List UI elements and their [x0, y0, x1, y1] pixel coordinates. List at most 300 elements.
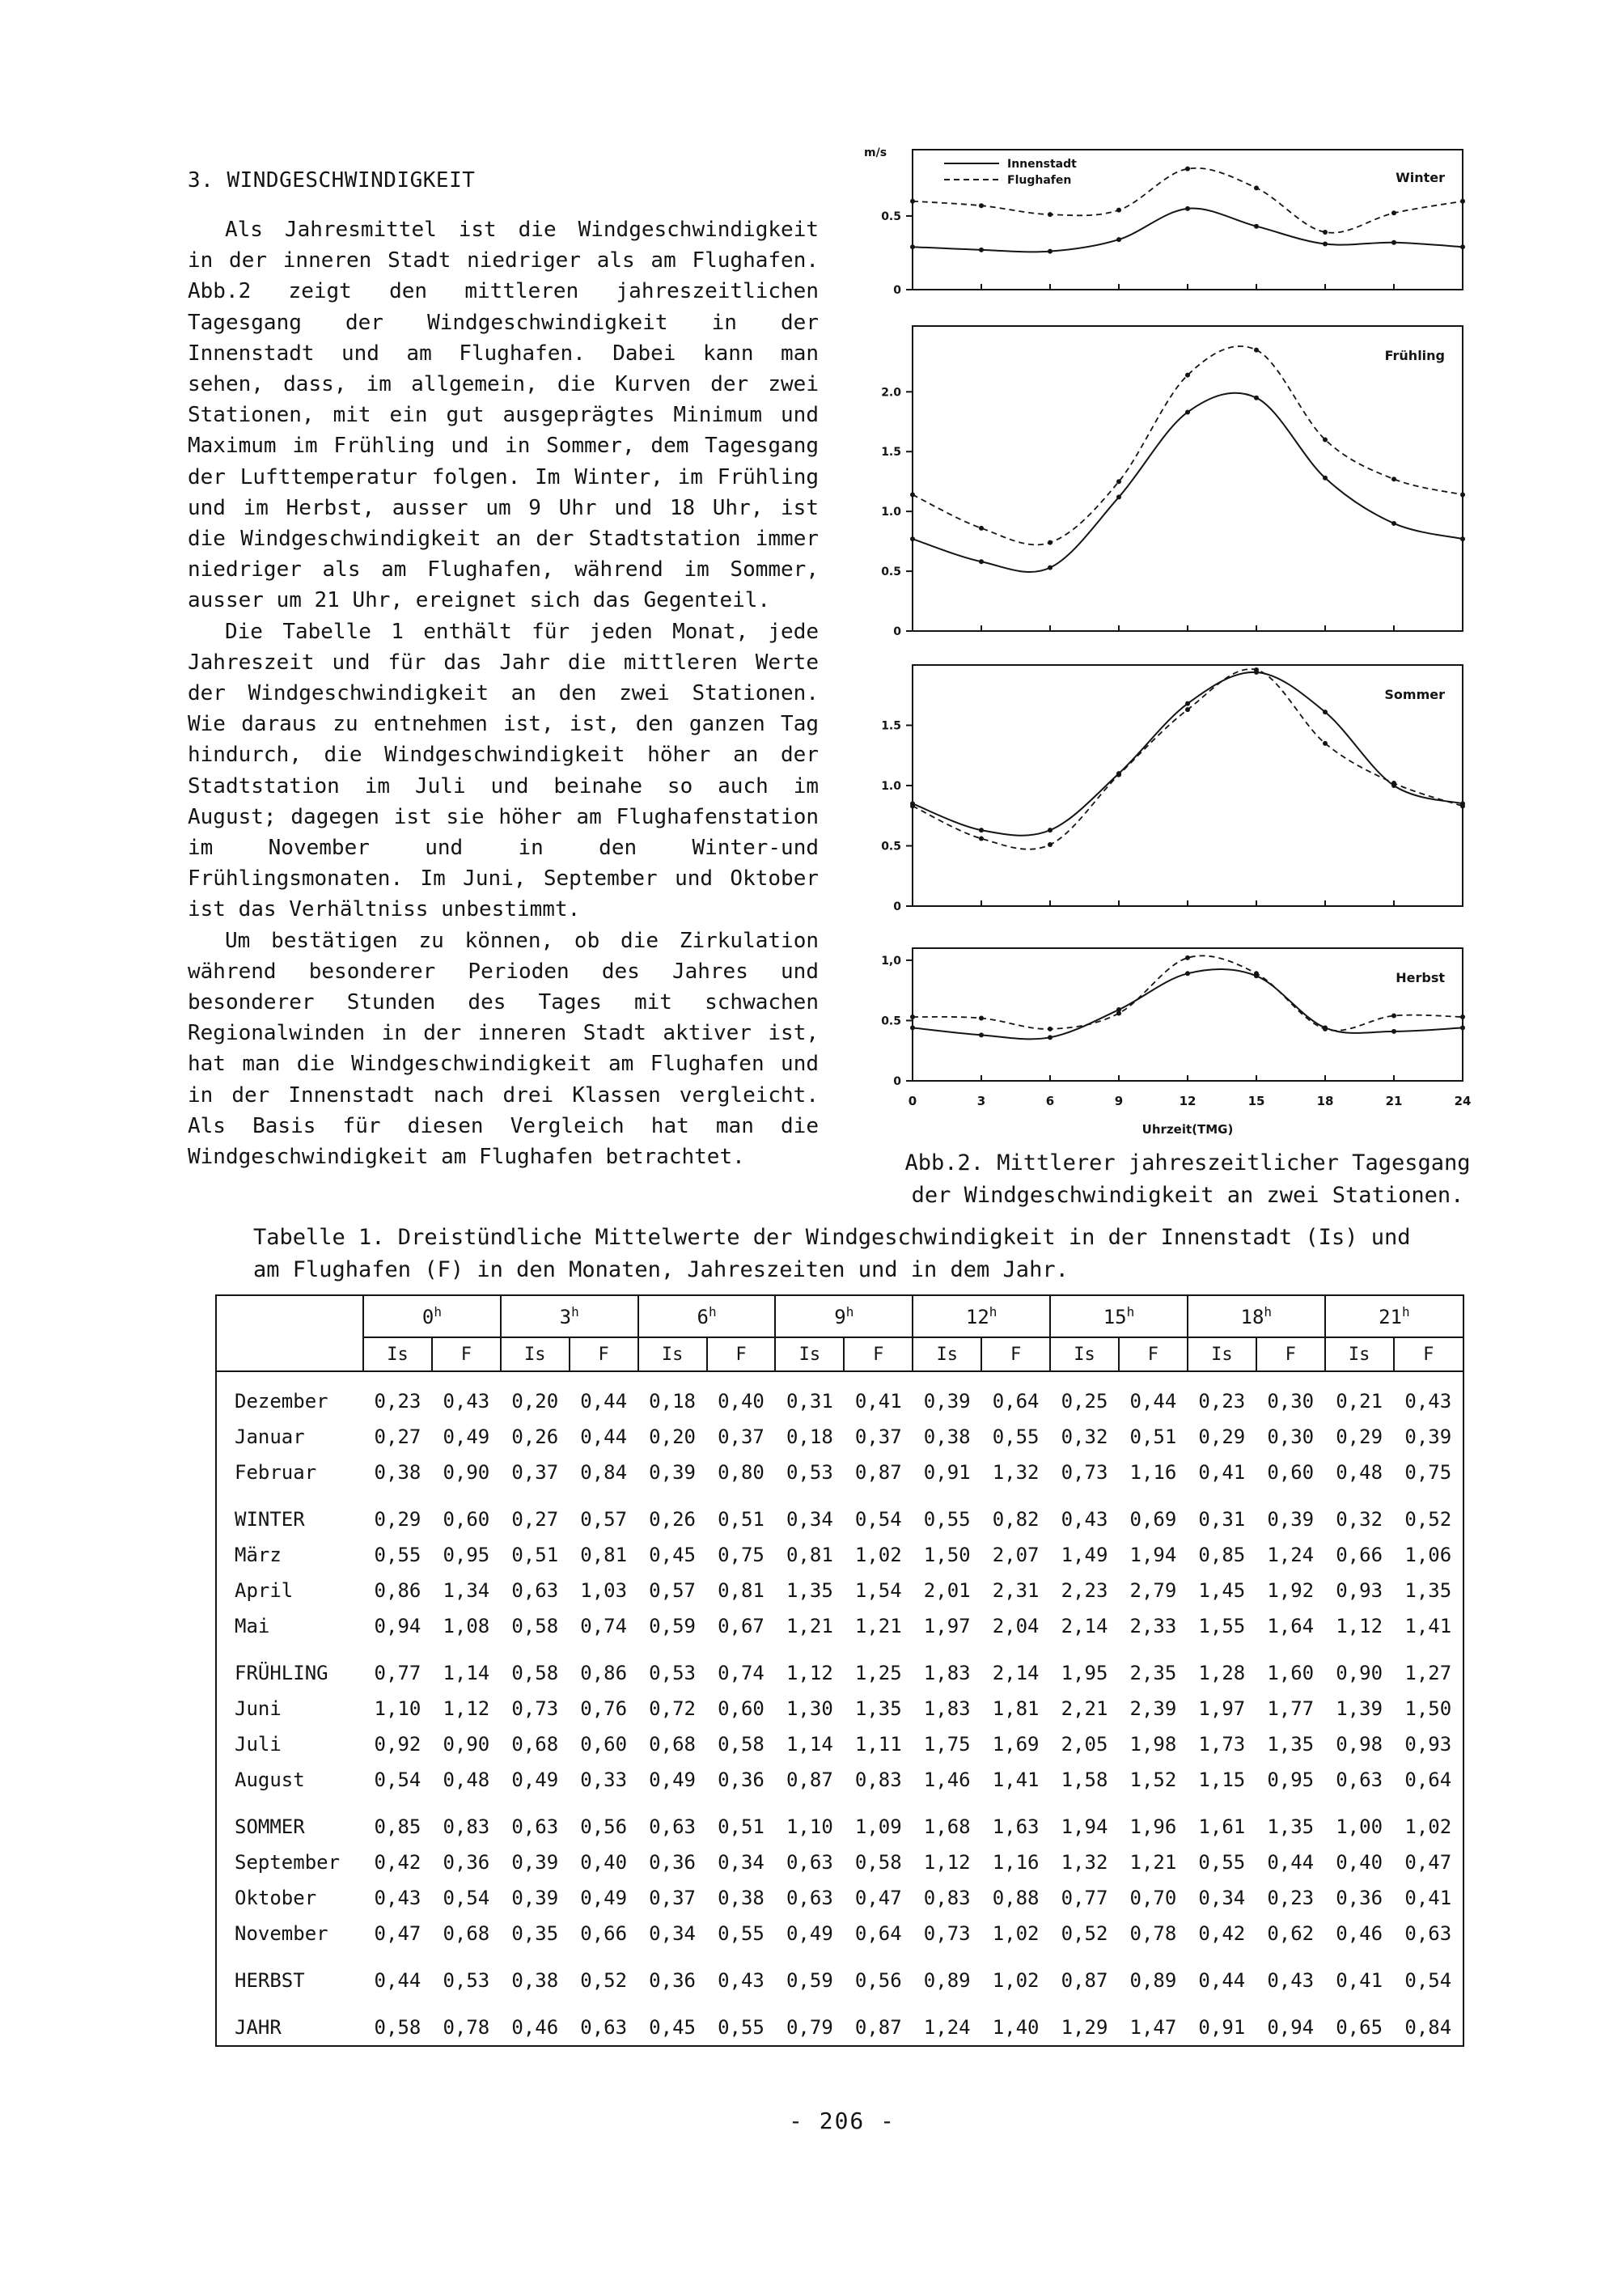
page-number: - 206 - — [789, 2107, 896, 2134]
hour-number: 21 — [1379, 1306, 1402, 1328]
unit-label: m/s — [864, 146, 887, 159]
hour-suffix: h — [708, 1304, 717, 1320]
cell-f: 1,35 — [1267, 1815, 1315, 1838]
cell-f: 0,30 — [1267, 1425, 1315, 1448]
table-hour-15 — [1050, 1295, 1188, 1337]
cell-is: 1,32 — [1061, 1851, 1108, 1874]
cell-f: 0,33 — [580, 1769, 628, 1791]
cell-is: 1,55 — [1198, 1615, 1246, 1637]
series-innenstadt-line — [913, 969, 1463, 1039]
x-axis-label: Uhrzeit(TMG) — [1141, 1122, 1234, 1137]
table-row — [216, 1608, 1463, 1644]
series-innenstadt-line — [913, 672, 1463, 836]
cell-is: 1,83 — [923, 1697, 971, 1720]
cell-is: 0,63 — [649, 1815, 696, 1838]
cell-is: 0,32 — [1061, 1425, 1108, 1448]
cell-f: 0,40 — [718, 1390, 765, 1413]
panel-frame — [913, 326, 1463, 631]
point-flughafen — [1323, 741, 1328, 746]
cell-f: 0,93 — [1404, 1733, 1452, 1756]
cell-f: 1,16 — [992, 1851, 1040, 1874]
cell-is: 1,35 — [786, 1579, 833, 1602]
cell-is: 1,97 — [1198, 1697, 1246, 1720]
table-spacer — [216, 1371, 1463, 1383]
cell-is: 0,63 — [511, 1815, 559, 1838]
cell-is: 1,83 — [923, 1662, 971, 1684]
section-heading: 3. WINDGESCHWINDIGKEIT — [188, 168, 476, 193]
col-flughafen: F — [1256, 1337, 1325, 1371]
cell-f: 0,83 — [854, 1769, 902, 1791]
col-innenstadt: Is — [363, 1337, 432, 1371]
cell-f: 0,44 — [1129, 1390, 1177, 1413]
cell-f: 1,11 — [854, 1733, 902, 1756]
point-innenstadt — [1460, 1025, 1465, 1030]
point-flughafen — [1185, 167, 1190, 172]
cell-is: 0,81 — [786, 1544, 833, 1566]
cell-f: 0,95 — [1267, 1769, 1315, 1791]
table-spacer — [216, 1490, 1463, 1502]
hour-suffix: h — [845, 1304, 854, 1320]
cell-is: 0,42 — [374, 1851, 421, 1874]
cell-is: 0,27 — [511, 1508, 559, 1531]
cell-f: 1,60 — [1267, 1662, 1315, 1684]
point-innenstadt — [1254, 224, 1259, 229]
cell-f: 0,67 — [718, 1615, 765, 1637]
point-innenstadt — [910, 244, 915, 249]
series-flughafen-line — [913, 168, 1463, 233]
cell-f: 1,50 — [1404, 1697, 1452, 1720]
hour-suffix: h — [1126, 1304, 1135, 1320]
cell-is: 1,75 — [923, 1733, 971, 1756]
table-row — [216, 2010, 1463, 2046]
cell-is: 0,92 — [374, 1733, 421, 1756]
cell-f: 0,43 — [1267, 1969, 1315, 1992]
cell-is: 0,29 — [1336, 1425, 1383, 1448]
cell-f: 2,33 — [1129, 1615, 1177, 1637]
cell-is: 1,39 — [1336, 1697, 1383, 1720]
cell-is: 0,20 — [511, 1390, 559, 1413]
table-corner — [216, 1295, 363, 1371]
y-tick-label: 0.5 — [881, 210, 901, 223]
cell-is: 0,37 — [649, 1887, 696, 1909]
x-tick-label: 9 — [1114, 1094, 1124, 1108]
cell-is: 0,85 — [374, 1815, 421, 1838]
row-label: HERBST — [235, 1969, 305, 1992]
cell-is: 0,20 — [649, 1425, 696, 1448]
table-hour-3 — [501, 1295, 638, 1337]
cell-f: 2,31 — [992, 1579, 1040, 1602]
cell-is: 0,83 — [923, 1887, 971, 1909]
cell-is: 0,52 — [1061, 1922, 1108, 1945]
y-tick-label: 1,0 — [881, 954, 901, 968]
hour-suffix: h — [1401, 1304, 1410, 1320]
cell-f: 0,41 — [854, 1390, 902, 1413]
cell-is: 1,12 — [923, 1851, 971, 1874]
cell-is: 0,41 — [1198, 1461, 1246, 1484]
cell-is: 0,40 — [1336, 1851, 1383, 1874]
point-flughafen — [1323, 437, 1328, 442]
cell-f: 1,77 — [1267, 1697, 1315, 1720]
cell-is: 0,43 — [1061, 1508, 1108, 1531]
cell-is: 0,66 — [1336, 1544, 1383, 1566]
cell-f: 0,37 — [854, 1425, 902, 1448]
cell-is: 0,58 — [511, 1662, 559, 1684]
cell-f: 0,74 — [718, 1662, 765, 1684]
point-innenstadt — [979, 559, 984, 564]
spacer-cell — [216, 1644, 1463, 1655]
cell-f: 1,24 — [1267, 1544, 1315, 1566]
cell-is: 1,68 — [923, 1815, 971, 1838]
cell-is: 0,59 — [786, 1969, 833, 1992]
cell-f: 1,16 — [1129, 1461, 1177, 1484]
cell-f: 0,90 — [443, 1733, 490, 1756]
cell-f: 1,81 — [992, 1697, 1040, 1720]
cell-f: 0,76 — [580, 1697, 628, 1720]
row-label: April — [235, 1579, 294, 1602]
cell-is: 1,14 — [786, 1733, 833, 1756]
y-tick-label: 1.5 — [881, 446, 901, 460]
cell-is: 0,53 — [786, 1461, 833, 1484]
cell-f: 0,40 — [580, 1851, 628, 1874]
point-flughafen — [1254, 348, 1259, 353]
cell-f: 0,44 — [1267, 1851, 1315, 1874]
panel-frame — [913, 948, 1463, 1081]
point-flughafen — [1116, 479, 1121, 484]
point-innenstadt — [1185, 971, 1190, 976]
cell-is: 0,23 — [374, 1390, 421, 1413]
cell-f: 0,60 — [443, 1508, 490, 1531]
cell-f: 0,37 — [718, 1425, 765, 1448]
cell-f: 0,55 — [718, 1922, 765, 1945]
row-label: März — [235, 1544, 282, 1566]
cell-is: 0,91 — [1198, 2016, 1246, 2039]
cell-f: 0,66 — [580, 1922, 628, 1945]
cell-f: 0,30 — [1267, 1390, 1315, 1413]
table-row — [216, 1455, 1463, 1490]
cell-f: 0,38 — [718, 1887, 765, 1909]
cell-is: 0,39 — [923, 1390, 971, 1413]
cell-is: 0,63 — [511, 1579, 559, 1602]
point-flughafen — [1323, 230, 1328, 235]
cell-is: 1,10 — [786, 1815, 833, 1838]
x-tick-label: 21 — [1385, 1094, 1403, 1108]
x-tick-label: 15 — [1247, 1094, 1265, 1108]
panel-title: Sommer — [1384, 687, 1445, 702]
cell-f: 0,84 — [580, 1461, 628, 1484]
cell-is: 0,46 — [511, 2016, 559, 2039]
row-label: FRÜHLING — [235, 1662, 328, 1684]
point-flughafen — [910, 199, 915, 204]
point-flughafen — [979, 203, 984, 208]
table-row — [216, 1537, 1463, 1573]
table-hour-9 — [775, 1295, 913, 1337]
cell-is: 0,59 — [649, 1615, 696, 1637]
point-flughafen — [1254, 185, 1259, 190]
spacer-cell — [216, 1951, 1463, 1963]
cell-is: 0,39 — [649, 1461, 696, 1484]
cell-is: 0,48 — [1336, 1461, 1383, 1484]
cell-is: 0,34 — [649, 1922, 696, 1945]
cell-f: 0,54 — [854, 1508, 902, 1531]
cell-is: 0,38 — [923, 1425, 971, 1448]
cell-is: 0,44 — [374, 1969, 421, 1992]
point-innenstadt — [1391, 521, 1396, 526]
point-flughafen — [1048, 212, 1053, 217]
hour-suffix: h — [434, 1304, 442, 1320]
cell-f: 0,60 — [1267, 1461, 1315, 1484]
cell-f: 2,39 — [1129, 1697, 1177, 1720]
point-flughafen — [910, 492, 915, 497]
point-flughafen — [1391, 477, 1396, 481]
cell-is: 0,93 — [1336, 1579, 1383, 1602]
point-flughafen — [1391, 781, 1396, 786]
table-row — [216, 1762, 1463, 1798]
cell-f: 1,02 — [1404, 1815, 1452, 1838]
cell-is: 0,98 — [1336, 1733, 1383, 1756]
col-flughafen: F — [432, 1337, 501, 1371]
x-tick-label: 3 — [976, 1094, 986, 1108]
cell-f: 0,60 — [718, 1697, 765, 1720]
cell-f: 0,74 — [580, 1615, 628, 1637]
cell-is: 0,54 — [374, 1769, 421, 1791]
x-tick-label: 12 — [1179, 1094, 1197, 1108]
point-flughafen — [979, 837, 984, 841]
col-innenstadt: Is — [775, 1337, 844, 1371]
cell-f: 0,82 — [992, 1508, 1040, 1531]
col-innenstadt: Is — [1188, 1337, 1256, 1371]
cell-f: 1,21 — [1129, 1851, 1177, 1874]
body-text — [188, 214, 819, 1172]
cell-f: 1,06 — [1404, 1544, 1452, 1566]
point-innenstadt — [1048, 828, 1053, 832]
cell-is: 1,61 — [1198, 1815, 1246, 1838]
cell-is: 0,26 — [511, 1425, 559, 1448]
cell-f: 0,51 — [1129, 1425, 1177, 1448]
cell-f: 0,86 — [580, 1662, 628, 1684]
cell-is: 0,45 — [649, 2016, 696, 2039]
cell-is: 2,05 — [1061, 1733, 1108, 1756]
point-flughafen — [1048, 842, 1053, 847]
cell-is: 0,77 — [374, 1662, 421, 1684]
row-label: Oktober — [235, 1887, 317, 1909]
point-flughafen — [910, 803, 915, 808]
cell-is: 0,34 — [1198, 1887, 1246, 1909]
cell-f: 0,58 — [718, 1733, 765, 1756]
cell-is: 0,37 — [511, 1461, 559, 1484]
hour-number: 6 — [697, 1306, 709, 1328]
table-body — [216, 1371, 1463, 2046]
y-tick-label: 0 — [893, 900, 901, 913]
cell-is: 0,47 — [374, 1922, 421, 1945]
cell-is: 0,29 — [374, 1508, 421, 1531]
series-innenstadt-line — [913, 209, 1463, 252]
cell-is: 0,94 — [374, 1615, 421, 1637]
cell-f: 0,55 — [992, 1425, 1040, 1448]
cell-is: 1,58 — [1061, 1769, 1108, 1791]
cell-is: 0,43 — [374, 1887, 421, 1909]
col-flughafen: F — [570, 1337, 638, 1371]
table-station-header — [216, 1337, 1463, 1371]
cell-is: 0,18 — [786, 1425, 833, 1448]
cell-f: 0,87 — [854, 1461, 902, 1484]
wind-table — [215, 1294, 1464, 2047]
row-label: WINTER — [235, 1508, 305, 1531]
cell-is: 0,65 — [1336, 2016, 1383, 2039]
point-innenstadt — [1323, 242, 1328, 247]
x-tick-label: 18 — [1316, 1094, 1334, 1108]
row-label: SOMMER — [235, 1815, 305, 1838]
point-flughafen — [1048, 1027, 1053, 1032]
cell-f: 0,60 — [580, 1733, 628, 1756]
series-innenstadt-line — [913, 393, 1463, 572]
col-flughafen: F — [1119, 1337, 1188, 1371]
point-flughafen — [1460, 1015, 1465, 1019]
cell-f: 2,35 — [1129, 1662, 1177, 1684]
cell-f: 0,48 — [443, 1769, 490, 1791]
point-innenstadt — [1254, 396, 1259, 400]
cell-f: 2,07 — [992, 1544, 1040, 1566]
cell-f: 1,35 — [1267, 1733, 1315, 1756]
cell-is: 2,23 — [1061, 1579, 1108, 1602]
spacer-cell — [216, 1798, 1463, 1809]
cell-is: 1,45 — [1198, 1579, 1246, 1602]
cell-f: 0,44 — [580, 1425, 628, 1448]
hour-number: 15 — [1103, 1306, 1127, 1328]
cell-f: 0,47 — [854, 1887, 902, 1909]
table-hour-0 — [363, 1295, 501, 1337]
cell-f: 1,52 — [1129, 1769, 1177, 1791]
table-hour-6 — [638, 1295, 776, 1337]
point-flughafen — [1323, 1027, 1328, 1032]
cell-is: 0,85 — [1198, 1544, 1246, 1566]
cell-is: 0,38 — [511, 1969, 559, 1992]
point-innenstadt — [1116, 494, 1121, 499]
figure-caption-line1: Abb.2. Mittlerer jahreszeitlicher Tagesgang — [904, 1150, 1471, 1176]
cell-f: 0,84 — [1404, 2016, 1452, 2039]
cell-is: 1,49 — [1061, 1544, 1108, 1566]
table-row — [216, 1916, 1463, 1951]
cell-is: 0,79 — [786, 2016, 833, 2039]
panel-title: Herbst — [1396, 970, 1445, 985]
cell-f: 0,89 — [1129, 1969, 1177, 1992]
cell-f: 0,88 — [992, 1887, 1040, 1909]
table-row — [216, 1419, 1463, 1455]
cell-f: 1,27 — [1404, 1662, 1452, 1684]
cell-f: 1,69 — [992, 1733, 1040, 1756]
cell-f: 0,23 — [1267, 1887, 1315, 1909]
cell-is: 0,44 — [1198, 1969, 1246, 1992]
cell-f: 0,62 — [1267, 1922, 1315, 1945]
cell-f: 0,47 — [1404, 1851, 1452, 1874]
col-flughafen: F — [1394, 1337, 1463, 1371]
cell-f: 1,94 — [1129, 1544, 1177, 1566]
cell-f: 1,03 — [580, 1579, 628, 1602]
point-innenstadt — [1185, 701, 1190, 706]
cell-is: 1,15 — [1198, 1769, 1246, 1791]
cell-is: 0,32 — [1336, 1508, 1383, 1531]
legend-solid-label: Innenstadt — [1007, 158, 1077, 171]
col-flughafen: F — [844, 1337, 913, 1371]
cell-f: 0,39 — [1404, 1425, 1452, 1448]
cell-is: 0,51 — [511, 1544, 559, 1566]
cell-f: 1,14 — [443, 1662, 490, 1684]
cell-is: 0,58 — [511, 1615, 559, 1637]
cell-f: 0,56 — [580, 1815, 628, 1838]
cell-f: 0,78 — [1129, 1922, 1177, 1945]
cell-is: 0,36 — [649, 1969, 696, 1992]
panel-title: Winter — [1396, 170, 1445, 185]
cell-is: 0,68 — [649, 1733, 696, 1756]
cell-f: 1,96 — [1129, 1815, 1177, 1838]
cell-f: 1,35 — [854, 1697, 902, 1720]
row-label: August — [235, 1769, 305, 1791]
hour-suffix: h — [989, 1304, 997, 1320]
table-row — [216, 1726, 1463, 1762]
cell-f: 1,02 — [992, 1922, 1040, 1945]
cell-is: 0,39 — [511, 1851, 559, 1874]
cell-is: 0,36 — [649, 1851, 696, 1874]
cell-is: 2,01 — [923, 1579, 971, 1602]
series-flughafen-line — [913, 669, 1463, 849]
col-innenstadt: Is — [501, 1337, 570, 1371]
cell-is: 0,49 — [511, 1769, 559, 1791]
table-hour-12 — [913, 1295, 1050, 1337]
hour-number: 3 — [559, 1306, 572, 1328]
cell-f: 0,63 — [580, 2016, 628, 2039]
cell-is: 1,94 — [1061, 1815, 1108, 1838]
point-flughafen — [1254, 667, 1259, 672]
cell-f: 0,80 — [718, 1461, 765, 1484]
cell-is: 2,14 — [1061, 1615, 1108, 1637]
cell-is: 0,49 — [649, 1769, 696, 1791]
point-innenstadt — [1116, 237, 1121, 242]
cell-f: 0,68 — [443, 1922, 490, 1945]
paragraph-3: Um bestätigen zu können, ob die Zirkulation während besonderer Perioden des Jahres und besonderer Stunden des Tages mit schwachen Regionalwinden in der inneren Stadt aktiver ist, hat man die Windgeschwindigkeit am Flughafen und in der Innenstadt nach drei Klassen vergleicht. Als Basis für diesen Vergleich hat man die Windgeschwindigkeit am Flughafen betrachtet. — [188, 928, 819, 1170]
cell-is: 0,46 — [1336, 1922, 1383, 1945]
cell-f: 0,36 — [443, 1851, 490, 1874]
cell-f: 1,47 — [1129, 2016, 1177, 2039]
point-flughafen — [1391, 210, 1396, 215]
table-caption-line2: am Flughafen (F) in den Monaten, Jahreszeiten und in dem Jahr. — [253, 1257, 1069, 1282]
point-innenstadt — [910, 1025, 915, 1030]
x-tick-label: 6 — [1045, 1094, 1055, 1108]
wind-speed-chart — [858, 146, 1489, 1149]
point-flughafen — [1460, 803, 1465, 808]
cell-f: 0,36 — [718, 1769, 765, 1791]
col-innenstadt: Is — [913, 1337, 981, 1371]
cell-is: 0,31 — [1198, 1508, 1246, 1531]
table-caption-line1: Tabelle 1. Dreistündliche Mittelwerte der Windgeschwindigkeit in der Innenstadt (Is) und — [253, 1225, 1411, 1250]
row-label: Juli — [235, 1733, 282, 1756]
cell-f: 0,64 — [992, 1390, 1040, 1413]
y-tick-label: 1.0 — [881, 506, 901, 519]
cell-f: 2,79 — [1129, 1579, 1177, 1602]
cell-f: 0,53 — [443, 1969, 490, 1992]
cell-is: 0,63 — [786, 1851, 833, 1874]
table-hour-18 — [1188, 1295, 1325, 1337]
cell-f: 0,75 — [1404, 1461, 1452, 1484]
y-tick-label: 0 — [893, 625, 901, 638]
point-flughafen — [1460, 199, 1465, 204]
point-innenstadt — [1048, 1035, 1053, 1040]
point-innenstadt — [1323, 710, 1328, 714]
cell-f: 1,32 — [992, 1461, 1040, 1484]
hour-suffix: h — [571, 1304, 579, 1320]
cell-is: 0,73 — [511, 1697, 559, 1720]
cell-f: 1,08 — [443, 1615, 490, 1637]
table-row — [216, 1383, 1463, 1419]
cell-is: 0,26 — [649, 1508, 696, 1531]
